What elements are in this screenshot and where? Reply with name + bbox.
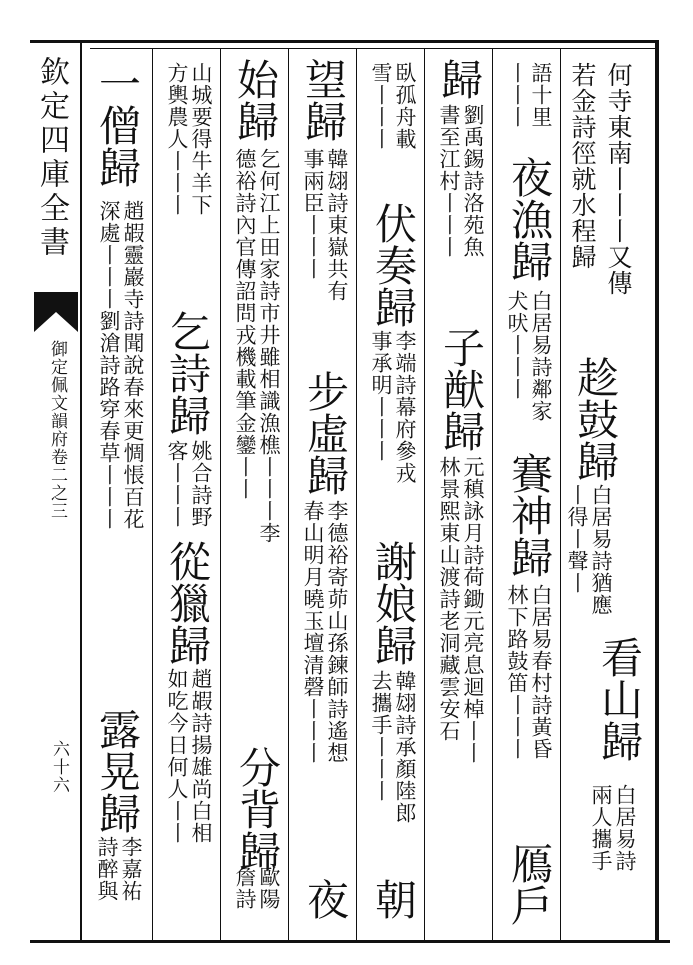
headword-zhugu: 趁鼓歸 bbox=[571, 356, 620, 482]
headword-gloss: 春山明月曉玉壇清磬丨丨丨 bbox=[301, 500, 325, 764]
headword-conglie: 從獵歸 bbox=[163, 540, 212, 666]
headword-gloss: 元稹詠月詩荷鋤元亮息迴棹丨丨 bbox=[461, 456, 485, 764]
text-column: 山城要得牛羊下 bbox=[189, 62, 213, 216]
text-column: 德裕詩內官傳詔問戎機載筆金鑾丨丨 bbox=[233, 148, 257, 500]
headword-gloss: 如吃今日何人丨丨 bbox=[165, 668, 189, 844]
fishtail-mark-icon bbox=[34, 292, 78, 332]
text-column: 雪丨丨丨 bbox=[369, 62, 393, 150]
headword-gloss: 歐陽 bbox=[257, 866, 281, 910]
text-column: 乞何江上田家詩市井雖相識漁樵丨丨丨李 bbox=[257, 148, 281, 544]
headword-gloss: 白居易詩鄰家 bbox=[529, 290, 553, 422]
headword-gloss: 趙嘏詩揚雄尚白相 bbox=[189, 668, 213, 844]
bottom-border bbox=[30, 940, 670, 943]
headword-kanshan: 看山歸 bbox=[595, 636, 644, 762]
headword-gloss: 李嘉祐 bbox=[119, 836, 143, 902]
book-title: 欽定四庫全書 bbox=[34, 56, 69, 260]
text-column: 方輿農人丨丨丨 bbox=[165, 62, 189, 216]
headword-gloss: 詹詩 bbox=[233, 866, 257, 910]
headword-gloss: 客丨丨丨 bbox=[165, 440, 189, 528]
headword-gloss: 李德裕寄茆山孫鍊師詩遙想 bbox=[325, 500, 349, 764]
column-divider bbox=[356, 48, 357, 940]
headword-gloss: 林景熙東山渡詩老洞藏雲安石 bbox=[437, 456, 461, 742]
headword-gloss: 犬吠丨丨丨 bbox=[505, 290, 529, 400]
headword-fenbei: 分背歸 bbox=[233, 746, 282, 872]
text-column: 趙嘏靈巖寺詩聞說春來更惆悵百花 bbox=[121, 200, 145, 530]
text-column: 事兩臣丨丨丨 bbox=[301, 148, 325, 280]
headword-yeyu: 夜漁歸 bbox=[505, 156, 554, 282]
headword-zhao: 朝 bbox=[369, 878, 418, 920]
column-divider bbox=[424, 48, 425, 940]
text-column: 語十里 bbox=[529, 62, 553, 128]
headword-shigui: 始歸 bbox=[231, 58, 280, 142]
headword-luhuang: 露晃歸 bbox=[93, 708, 142, 834]
headword-gloss: 詩醉與 bbox=[95, 836, 119, 902]
headword-fuzou: 伏奏歸 bbox=[369, 202, 418, 328]
headword-gloss: 韓翃詩承顏陸郎 bbox=[393, 670, 417, 824]
headword-wanggui: 望歸 bbox=[299, 58, 348, 142]
column-divider bbox=[288, 48, 289, 940]
headword-gloss: 林下路鼓笛丨丨丨 bbox=[505, 584, 529, 760]
headword-xieniang: 謝娘歸 bbox=[369, 540, 418, 666]
headword-gloss: 白居易春村詩黃昏 bbox=[529, 584, 553, 760]
text-column: 若金詩徑就水程歸 bbox=[568, 62, 597, 270]
headword-gloss: 李端詩幕府參戎 bbox=[393, 330, 417, 484]
right-border bbox=[655, 40, 659, 942]
headword-gloss: 事承明丨丨丨 bbox=[369, 330, 393, 462]
top-border bbox=[30, 40, 655, 43]
headword-saishen: 賽神歸 bbox=[505, 452, 554, 578]
top-border-inner bbox=[90, 48, 655, 49]
text-column: 丨丨丨 bbox=[505, 62, 529, 128]
text-column: 臥孤舟載 bbox=[393, 62, 417, 150]
chapter-subtitle: 御定佩文韻府卷二之三 bbox=[47, 340, 67, 520]
column-divider bbox=[152, 48, 153, 940]
headword-gloss: 去攜手丨丨丨 bbox=[369, 670, 393, 802]
headword-qishi: 乞詩歸 bbox=[163, 310, 212, 436]
headword-zixie: 子猷歸 bbox=[437, 326, 486, 452]
column-divider bbox=[492, 48, 493, 940]
headword-gloss: 白居易詩猶應 bbox=[589, 484, 613, 616]
headword-gloss: 姚合詩野 bbox=[189, 440, 213, 528]
text-column: 深處丨丨丨劉滄詩路穿春草丨丨丨 bbox=[97, 200, 121, 530]
headword-gloss: 白居易詩 bbox=[613, 784, 637, 872]
column-divider bbox=[560, 48, 561, 940]
headword-buxu: 步虛歸 bbox=[301, 370, 350, 496]
headword-gloss: 兩人攜手 bbox=[589, 784, 613, 872]
headword-gloss: 丨得丨聲丨 bbox=[565, 484, 589, 594]
page-number: 六十六 bbox=[49, 740, 69, 794]
headword-ye: 夜 bbox=[301, 878, 350, 920]
column-divider bbox=[220, 48, 221, 940]
text-column: 何寺東南丨丨丨又傳 bbox=[604, 62, 633, 296]
headword-yanhu: 鴈戶 bbox=[505, 842, 554, 926]
text-column: 劉禹錫詩洛苑魚 bbox=[461, 104, 485, 258]
margin-divider bbox=[80, 40, 82, 942]
text-column: 書至江村丨丨丨 bbox=[437, 104, 461, 258]
text-column: 韓翃詩東嶽共有 bbox=[325, 148, 349, 302]
headword-yiseng: 一僧歸 bbox=[93, 62, 142, 188]
headword-gui: 歸 bbox=[435, 58, 484, 100]
